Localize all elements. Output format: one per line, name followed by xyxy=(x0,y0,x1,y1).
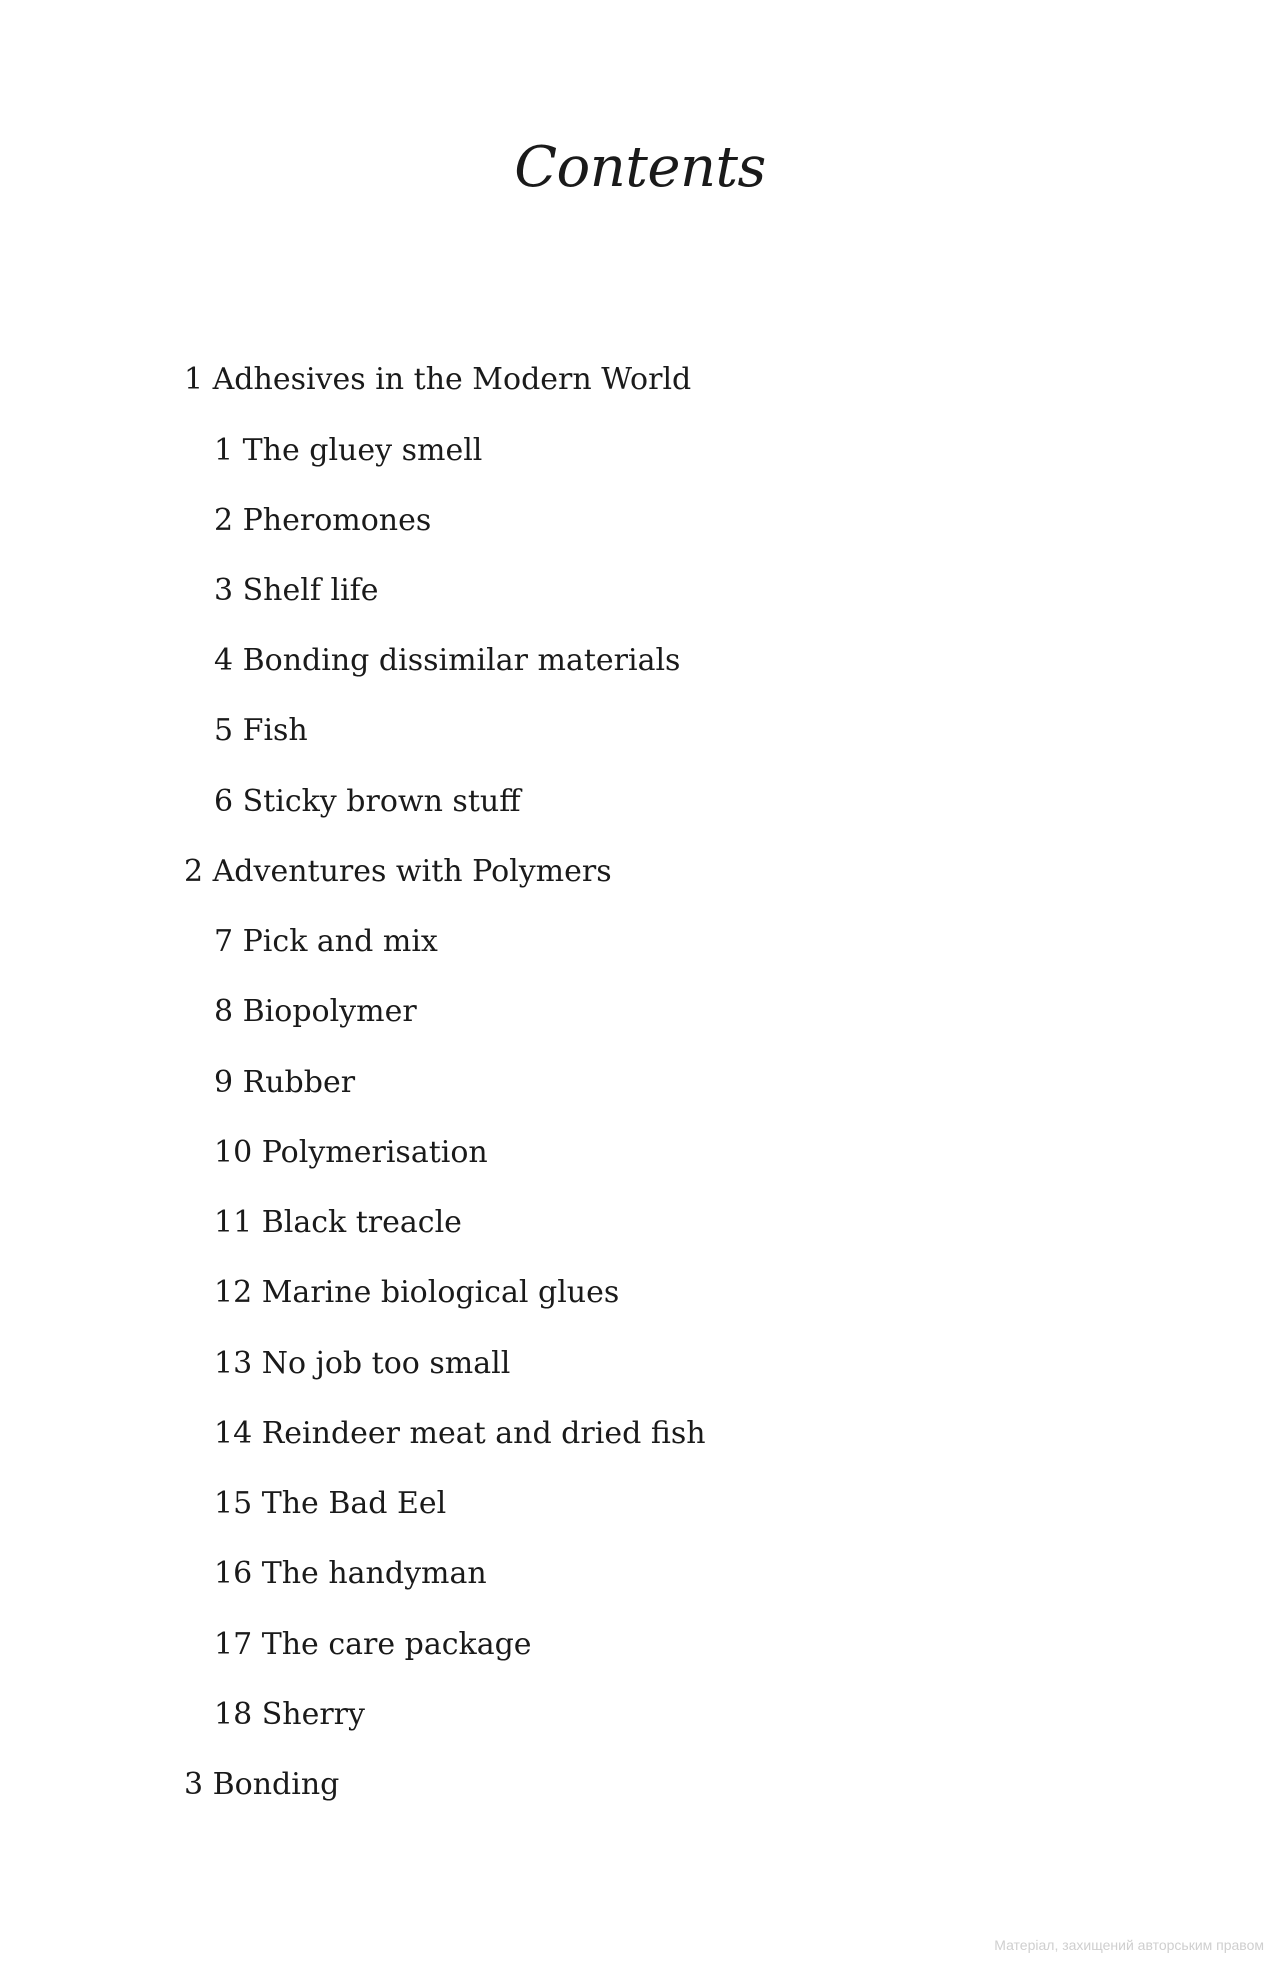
toc-chapter-entry[interactable]: 11 Black treacle xyxy=(214,1205,462,1240)
toc-chapter-entry[interactable]: 18 Sherry xyxy=(214,1697,365,1732)
toc-part-entry[interactable]: 2 Adventures with Polymers xyxy=(184,854,612,889)
toc-chapter-entry[interactable]: 17 The care package xyxy=(214,1627,532,1662)
toc-chapter-entry[interactable]: 13 No job too small xyxy=(214,1346,511,1381)
toc-chapter-entry[interactable]: 1 The gluey smell xyxy=(214,433,483,468)
toc-chapter-entry[interactable]: 12 Marine biological glues xyxy=(214,1275,620,1310)
toc-chapter-entry[interactable]: 5 Fish xyxy=(214,713,308,748)
toc-chapter-entry[interactable]: 4 Bonding dissimilar materials xyxy=(214,643,681,678)
toc-part-entry[interactable]: 1 Adhesives in the Modern World xyxy=(184,362,692,397)
toc-chapter-entry[interactable]: 14 Reindeer meat and dried fish xyxy=(214,1416,706,1451)
page-title: Contents xyxy=(514,135,766,200)
toc-chapter-entry[interactable]: 3 Shelf life xyxy=(214,573,379,608)
toc-part-entry[interactable]: 3 Bonding xyxy=(184,1767,340,1802)
toc-chapter-entry[interactable]: 7 Pick and mix xyxy=(214,924,438,959)
toc-chapter-entry[interactable]: 9 Rubber xyxy=(214,1065,356,1100)
toc-chapter-entry[interactable]: 2 Pheromones xyxy=(214,503,432,538)
toc-chapter-entry[interactable]: 6 Sticky brown stuff xyxy=(214,784,521,819)
copyright-watermark: Матеріал, захищений авторським правом xyxy=(994,1937,1264,1953)
toc-chapter-entry[interactable]: 10 Polymerisation xyxy=(214,1135,488,1170)
toc-chapter-entry[interactable]: 15 The Bad Eel xyxy=(214,1486,447,1521)
toc-chapter-entry[interactable]: 16 The handyman xyxy=(214,1556,487,1591)
toc-chapter-entry[interactable]: 8 Biopolymer xyxy=(214,994,417,1029)
